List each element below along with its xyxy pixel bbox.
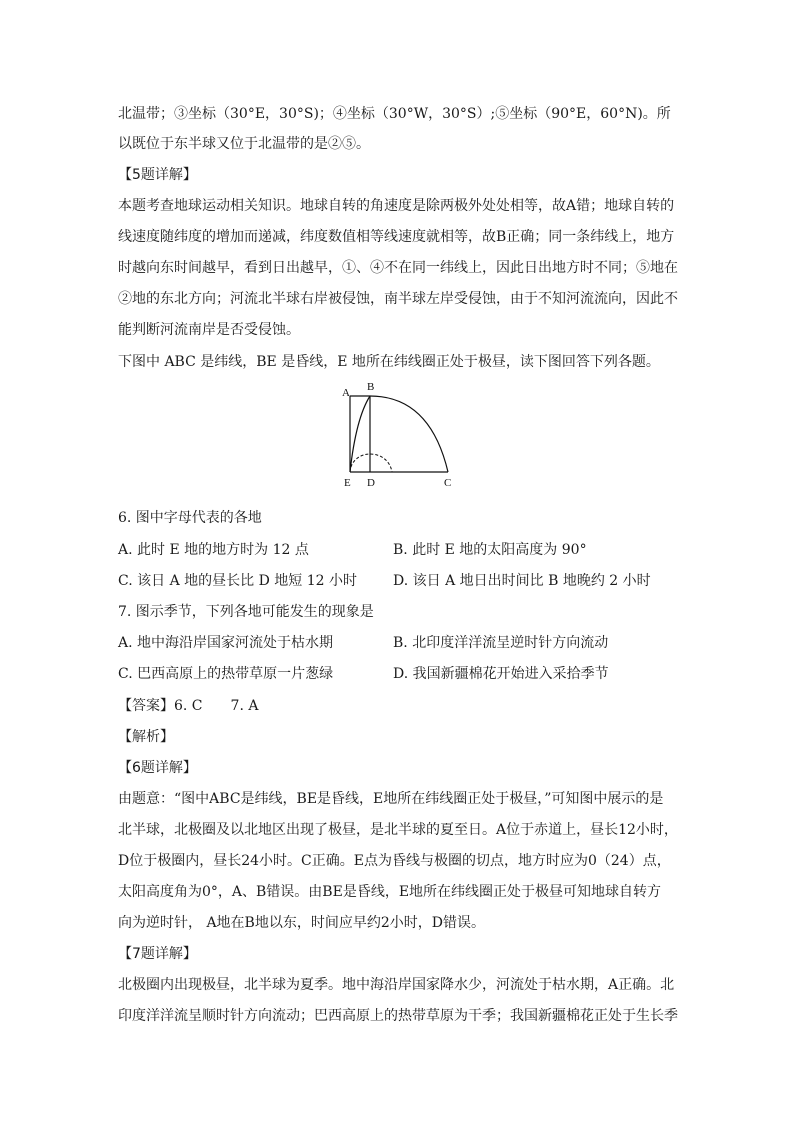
answer-q7: 7. A [230,698,259,714]
q6-option-d: D. 该日 A 地日出时间比 B 地晚约 2 小时 [393,573,651,589]
label-d: D [367,477,375,489]
label-a: A [342,387,350,399]
q6-detail-heading: 【6题详解】 [118,760,197,776]
q5-detail-heading: 【5题详解】 [118,167,197,183]
q6-option-b: B. 此时 E 地的太阳高度为 90° [393,542,587,558]
q7-option-c: C. 巴西高原上的热带草原一片葱绿 [118,666,334,682]
intro-line-1: 北温带；③坐标（30°E，30°S)；④坐标（30°W，30°S）;⑤坐标（90°E，60°N)。所 [118,106,671,122]
line-be [350,396,370,472]
q7-detail-heading: 【7题详解】 [118,946,197,962]
answer-q6: 6. C [174,698,203,714]
q7-detail-line: 北极圈内出现极昼，北半球为夏季。地中海沿岸国家降水少，河流处于枯水期，A正确。北 [118,977,675,993]
q6-detail-line: 北半球，北极圈及以北地区出现了极昼，是北半球的夏至日。A位于赤道上，昼长12小时， [118,822,678,838]
q6-detail-line: D位于极圈内，昼长24小时。C正确。E点为昏线与极圈的切点，地方时应为0（24）点， [118,853,671,869]
q5-detail-line: 本题考查地球运动相关知识。地球自转的角速度是除两极外处处相等，故A错；地球自转的 [118,198,675,214]
label-c: C [444,477,452,489]
q7-option-d: D. 我国新疆棉花开始进入采拾季节 [393,666,609,682]
q6-option-c: C. 该日 A 地的昼长比 D 地短 12 小时 [118,573,357,589]
q7-stem: 7. 图示季节，下列各地可能发生的现象是 [118,604,374,620]
question-stem: 下图中 ABC 是纬线，BE 是昏线，E 地所在纬线圈正处于极昼，读下图回答下列各题。 [118,354,660,370]
q5-detail-line: 线速度随纬度的增加而递减，纬度数值相等线速度就相等，故B正确；同一条纬线上，地方 [118,229,675,245]
q7-option-b: B. 北印度洋洋流呈逆时针方向流动 [393,635,609,651]
q6-detail-line: 向为逆时针， A地在B地以东，时间应早约2小时，D错误。 [118,915,485,931]
q6-option-a: A. 此时 E 地的地方时为 12 点 [118,542,309,558]
q5-detail-line: ②地的东北方向；河流北半球右岸被侵蚀，南半球左岸受侵蚀，由于不知河流流向，因此不 [118,291,678,307]
q6-detail-line: 太阳高度角为0°，A、B错误。由BE是昏线，E地所在纬线圈正处于极昼可知地球自转方 [118,884,662,900]
label-e: E [344,477,351,489]
polar-circle-dashed [350,454,392,472]
q5-detail-line: 能判断河流南岸是否受侵蚀。 [118,322,300,338]
intro-line-2: 以既位于东半球又位于北温带的是②⑤。 [118,136,370,152]
latitude-diagram [338,378,463,490]
q5-detail-line: 时越向东时间越早，看到日出越早，①、④不在同一纬线上，因此日出地方时不同；⑤地在 [118,260,678,276]
q6-detail-line: 由题意：“图中ABC是纬线，BE是昏线，E地所在纬线圈正处于极昼，”可知图中展示的是 [118,791,664,807]
label-b: B [367,381,375,393]
answer-line [118,696,258,716]
answer-label: 【答案】 [118,698,174,714]
q7-option-a: A. 地中海沿岸国家河流处于枯水期 [118,635,334,651]
q6-stem: 6. 图中字母代表的各地 [118,510,262,526]
analysis-heading: 【解析】 [118,729,174,745]
q7-detail-line: 印度洋洋流呈顺时针方向流动；巴西高原上的热带草原为干季；我国新疆棉花正处于生长季 [118,1008,678,1024]
arc-bc [370,396,448,472]
